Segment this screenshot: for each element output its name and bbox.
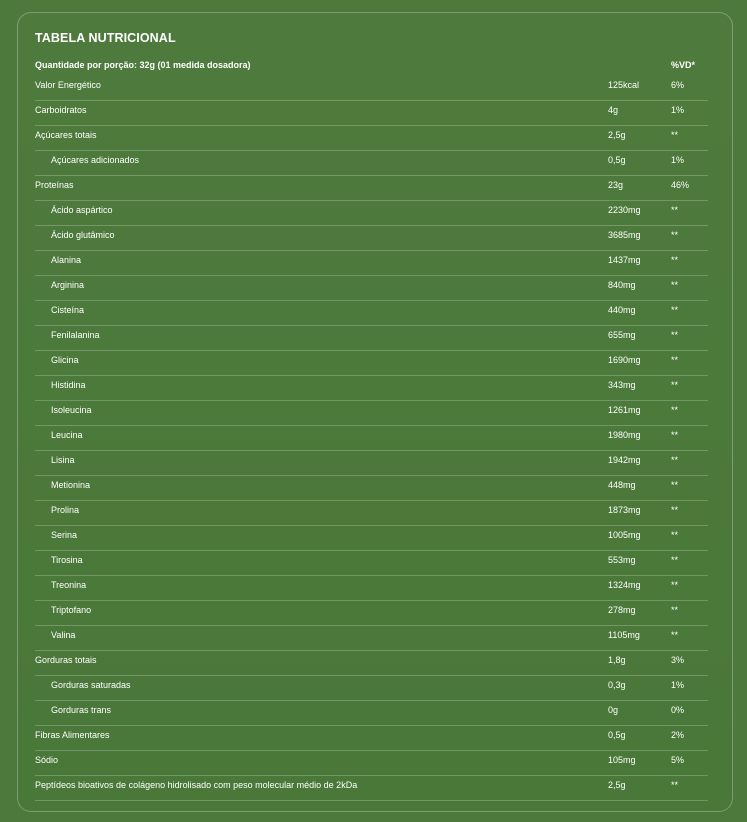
nutrient-name: Glicina	[51, 355, 79, 365]
nutrient-vd: **	[671, 205, 679, 215]
table-row	[35, 376, 708, 401]
nutrient-vd: **	[671, 630, 679, 640]
nutrient-name: Triptofano	[51, 605, 92, 615]
nutrient-vd: 46%	[671, 180, 690, 190]
nutrient-vd: 0%	[671, 705, 685, 715]
table-row	[35, 151, 708, 176]
nutrient-vd: 1%	[671, 105, 685, 115]
table-row	[35, 76, 708, 101]
nutrient-name: Gorduras totais	[35, 655, 97, 665]
table-row	[35, 701, 708, 726]
table-row	[35, 601, 708, 626]
table-body	[35, 76, 708, 801]
table-row	[35, 276, 708, 301]
nutrient-amount: 440mg	[608, 305, 636, 315]
nutrient-amount: 448mg	[608, 480, 636, 490]
nutrient-amount: 1324mg	[608, 580, 641, 590]
nutrient-amount: 2,5g	[608, 780, 626, 790]
nutrient-vd: **	[671, 780, 679, 790]
table-row	[35, 651, 708, 676]
table-row	[35, 401, 708, 426]
nutrient-vd: **	[671, 130, 679, 140]
table-row	[35, 776, 708, 801]
nutrient-amount: 23g	[608, 180, 624, 190]
nutrient-amount: 0,5g	[608, 730, 626, 740]
table-row	[35, 726, 708, 751]
nutrient-name: Açúcares totais	[35, 130, 97, 140]
nutrient-name: Treonina	[51, 580, 87, 590]
nutrient-name: Carboidratos	[35, 105, 87, 115]
table-row	[35, 226, 708, 251]
nutrient-amount: 0,3g	[608, 680, 626, 690]
nutrient-amount: 343mg	[608, 380, 636, 390]
table-row	[35, 351, 708, 376]
nutrient-amount: 125kcal	[608, 80, 640, 90]
nutrient-vd: **	[671, 330, 679, 340]
nutrient-vd: 1%	[671, 680, 685, 690]
nutrient-amount: 0,5g	[608, 155, 626, 165]
nutrient-vd: **	[671, 355, 679, 365]
table-row	[35, 126, 708, 151]
nutrient-amount: 1261mg	[608, 405, 641, 415]
nutrient-vd: 1%	[671, 155, 685, 165]
nutrient-amount: 105mg	[608, 755, 636, 765]
nutrient-vd: **	[671, 280, 679, 290]
nutrient-vd: **	[671, 430, 679, 440]
nutrient-name: Proteínas	[35, 180, 74, 190]
table-row	[35, 326, 708, 351]
table-row	[35, 676, 708, 701]
nutrient-name: Prolina	[51, 505, 80, 515]
nutrient-name: Cisteína	[51, 305, 85, 315]
table-row	[35, 451, 708, 476]
table-row	[35, 476, 708, 501]
table-row	[35, 526, 708, 551]
nutrient-name: Peptídeos bioativos de colágeno hidrolisado com peso molecular médio de 2kDa	[35, 780, 358, 790]
nutrient-amount: 4g	[608, 105, 619, 115]
nutrient-name: Lisina	[51, 455, 75, 465]
nutrient-vd: **	[671, 405, 679, 415]
nutrient-amount: 3685mg	[608, 230, 641, 240]
nutrient-amount: 1,8g	[608, 655, 626, 665]
nutrient-name: Metionina	[51, 480, 91, 490]
nutrient-vd: **	[671, 230, 679, 240]
nutrient-name: Serina	[51, 530, 78, 540]
nutrient-name: Fibras Alimentares	[35, 730, 110, 740]
nutrient-amount: 278mg	[608, 605, 636, 615]
nutrient-vd: **	[671, 455, 679, 465]
nutrient-name: Histidina	[51, 380, 86, 390]
nutrient-name: Ácido aspártico	[51, 205, 113, 215]
nutrient-vd: **	[671, 480, 679, 490]
nutrient-vd: **	[671, 305, 679, 315]
nutrient-vd: **	[671, 380, 679, 390]
nutrient-amount: 655mg	[608, 330, 636, 340]
table-row	[35, 176, 708, 201]
table-row	[35, 201, 708, 226]
nutrient-vd: 3%	[671, 655, 685, 665]
nutrient-vd: **	[671, 555, 679, 565]
nutrient-amount: 1690mg	[608, 355, 641, 365]
nutrient-name: Valor Energético	[35, 80, 101, 90]
nutrient-vd: **	[671, 505, 679, 515]
vd-column-header: %VD*	[671, 60, 696, 70]
nutrient-name: Fenilalanina	[51, 330, 100, 340]
nutrient-amount: 1980mg	[608, 430, 641, 440]
nutrient-amount: 2,5g	[608, 130, 626, 140]
table-row	[35, 426, 708, 451]
nutrient-amount: 2230mg	[608, 205, 641, 215]
serving-size: Quantidade por porção: 32g (01 medida dosadora)	[35, 60, 251, 70]
nutrient-name: Sódio	[35, 755, 59, 765]
nutrient-vd: 5%	[671, 755, 685, 765]
table-row	[35, 626, 708, 651]
nutrient-vd: 2%	[671, 730, 685, 740]
table-row	[35, 501, 708, 526]
nutrient-amount: 1942mg	[608, 455, 641, 465]
nutrient-vd: **	[671, 530, 679, 540]
nutrient-name: Alanina	[51, 255, 82, 265]
nutrient-name: Tirosina	[51, 555, 83, 565]
nutrition-table	[35, 58, 708, 801]
nutrient-name: Gorduras trans	[51, 705, 112, 715]
nutrient-vd: 6%	[671, 80, 685, 90]
table-row	[35, 251, 708, 276]
nutrition-panel	[17, 12, 733, 812]
nutrient-name: Valina	[51, 630, 76, 640]
nutrient-name: Ácido glutâmico	[51, 230, 115, 240]
nutrient-amount: 0g	[608, 705, 619, 715]
nutrient-vd: **	[671, 580, 679, 590]
nutrient-amount: 1105mg	[608, 630, 640, 640]
table-row	[35, 301, 708, 326]
nutrient-name: Leucina	[51, 430, 83, 440]
nutrient-vd: **	[671, 255, 679, 265]
panel-title: TABELA NUTRICIONAL	[35, 31, 176, 45]
nutrient-amount: 553mg	[608, 555, 636, 565]
table-row	[35, 751, 708, 776]
table-header	[35, 58, 708, 76]
nutrient-name: Gorduras saturadas	[51, 680, 131, 690]
table-row	[35, 551, 708, 576]
nutrient-name: Arginina	[51, 280, 85, 290]
nutrient-name: Açúcares adicionados	[51, 155, 140, 165]
nutrient-name: Isoleucina	[51, 405, 92, 415]
nutrient-amount: 1873mg	[608, 505, 641, 515]
nutrient-amount: 1437mg	[608, 255, 641, 265]
table-row	[35, 101, 708, 126]
nutrient-amount: 840mg	[608, 280, 636, 290]
nutrient-vd: **	[671, 605, 679, 615]
nutrient-amount: 1005mg	[608, 530, 641, 540]
table-row	[35, 576, 708, 601]
